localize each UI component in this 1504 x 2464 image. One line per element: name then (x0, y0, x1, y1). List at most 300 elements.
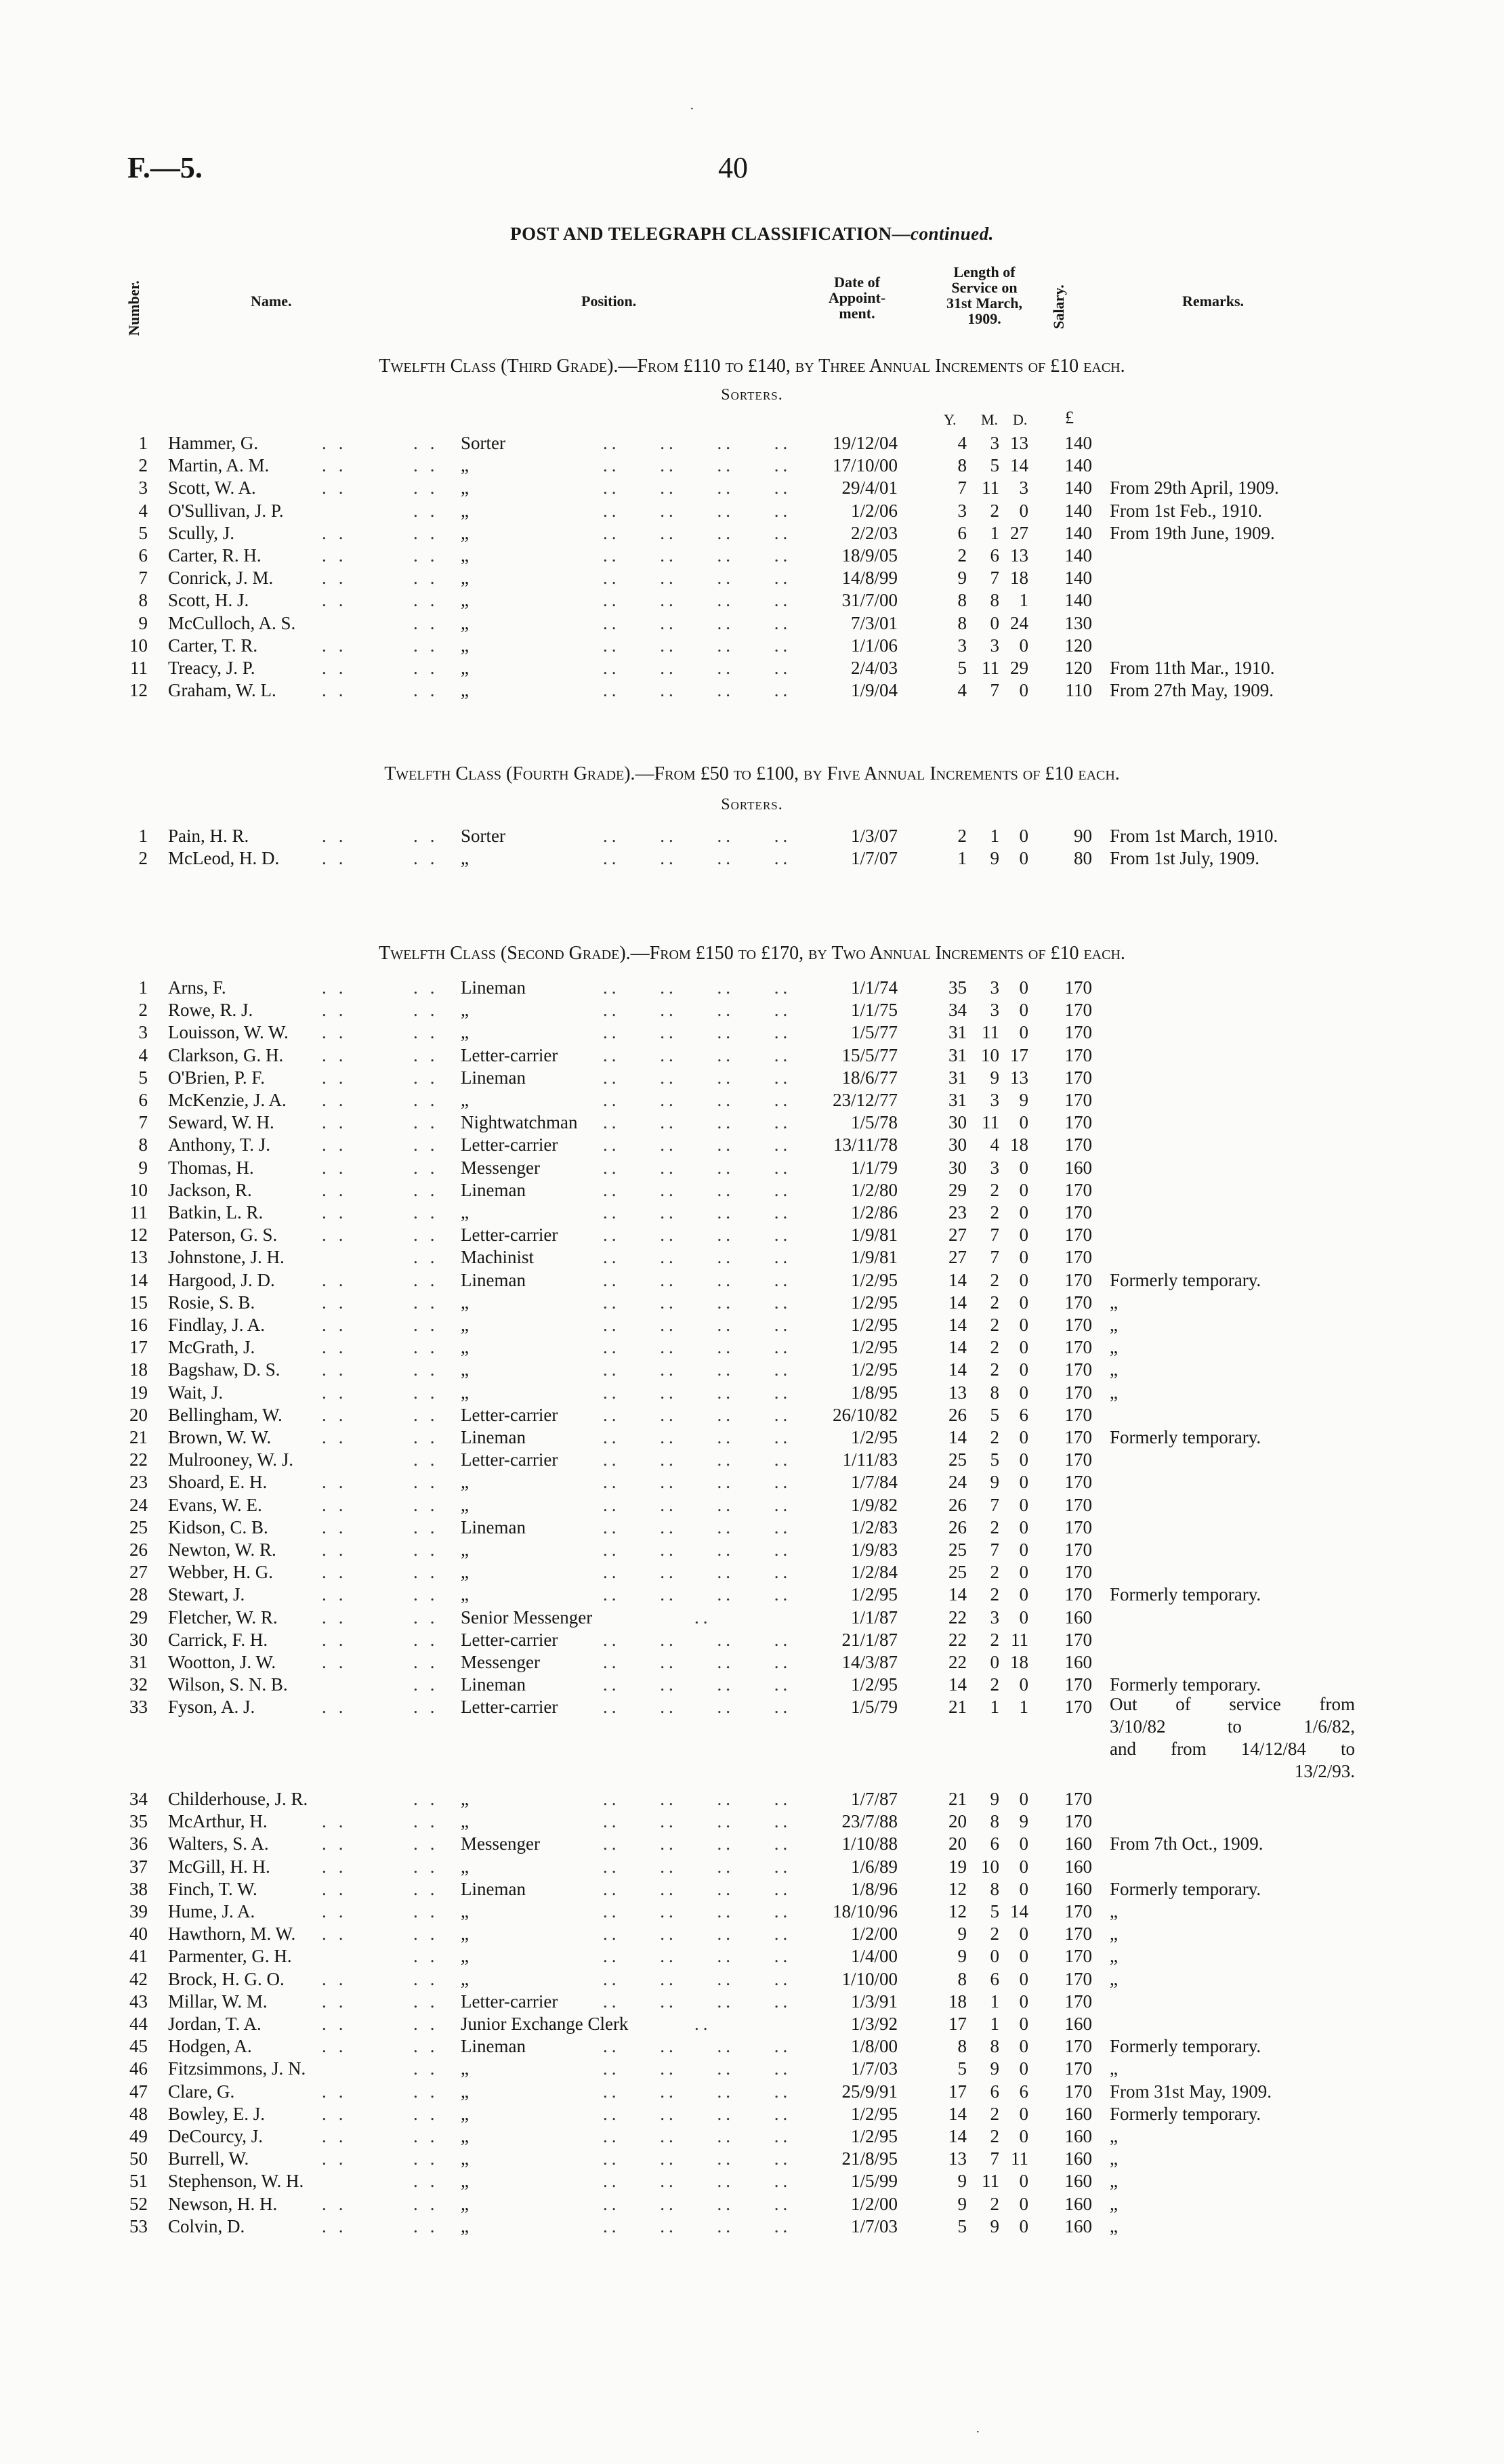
dot-leader: .. .. .. .. (603, 1946, 792, 1967)
appointment-date: 1/6/89 (850, 1856, 898, 1877)
dot-leader: .. (413, 1789, 447, 1809)
dot-leader: .. (322, 1067, 356, 1088)
table-row (0, 1607, 1504, 1629)
table-row (0, 2058, 1504, 2080)
position: „ (461, 1562, 469, 1583)
dot-leader: .. .. .. .. (603, 1292, 792, 1313)
position: Lineman (461, 977, 526, 998)
row-number: 17 (129, 1337, 148, 1358)
row-number: 1 (138, 977, 148, 998)
service-days: 0 (1019, 1337, 1028, 1358)
salary: 160 (1064, 1833, 1092, 1854)
employee-name: Paterson, G. S. (168, 1225, 278, 1246)
row-number: 9 (138, 1157, 148, 1178)
dot-leader: .. (322, 1404, 356, 1425)
service-days: 0 (1019, 1112, 1028, 1133)
position: Sorter (461, 826, 505, 846)
dot-leader: .. (322, 2081, 356, 2102)
dot-leader: .. .. .. .. (603, 1022, 792, 1043)
dot-leader: .. .. .. .. (603, 612, 792, 633)
table-row (0, 1067, 1504, 1089)
service-days: 3 (1019, 477, 1028, 498)
salary: 160 (1064, 2103, 1092, 2124)
service-months: 6 (990, 1968, 999, 1989)
dot-leader: .. (322, 1991, 356, 2012)
salary: 160 (1064, 1157, 1092, 1178)
row-number: 13 (129, 1247, 148, 1268)
employee-name: Clarkson, G. H. (168, 1044, 284, 1065)
appointment-date: 1/3/91 (850, 1991, 898, 2012)
service-days: 18 (1010, 1652, 1028, 1672)
position: Lineman (461, 1674, 526, 1695)
series-reference: F.—5. (127, 151, 203, 184)
salary: 170 (1064, 1382, 1092, 1403)
service-months: 7 (990, 568, 999, 589)
row-number: 43 (129, 1991, 148, 2012)
position: Messenger (461, 1157, 540, 1178)
appointment-date: 1/9/83 (850, 1539, 898, 1560)
column-header-number: Number. (125, 280, 142, 336)
dot-leader: .. (322, 1607, 356, 1628)
appointment-date: 1/7/87 (850, 1789, 898, 1809)
service-years: 22 (948, 1652, 967, 1672)
row-number: 6 (138, 1090, 148, 1110)
dot-leader: .. .. .. .. (603, 1247, 792, 1268)
remarks: From 31st May, 1909. (1110, 2081, 1272, 2102)
dot-leader: .. .. .. .. (603, 1539, 792, 1560)
salary: 160 (1064, 2014, 1092, 2034)
remarks: From 1st Feb., 1910. (1110, 500, 1263, 521)
position: „ (461, 1090, 469, 1110)
employee-name: Arns, F. (168, 977, 226, 998)
remarks: Formerly temporary. (1110, 1674, 1261, 1695)
service-days: 0 (1019, 1382, 1028, 1403)
dot-leader: .. (413, 1652, 447, 1672)
dot-leader: .. (322, 1292, 356, 1313)
row-number: 1 (138, 826, 148, 846)
employee-name: Wilson, S. N. B. (168, 1674, 288, 1695)
dot-leader: .. .. .. .. (603, 1472, 792, 1493)
table-row (0, 1089, 1504, 1111)
service-days: 18 (1010, 568, 1028, 589)
dot-leader: .. .. .. .. (603, 1337, 792, 1358)
remarks: „ (1110, 1968, 1118, 1989)
employee-name: Fyson, A. J. (168, 1697, 255, 1718)
appointment-date: 18/10/96 (832, 1901, 898, 1921)
dot-leader: .. (413, 1315, 447, 1335)
service-months: 10 (981, 1044, 999, 1065)
appointment-date: 1/7/03 (850, 2215, 898, 2236)
row-number: 32 (129, 1674, 148, 1695)
position: „ (461, 455, 469, 476)
table-row (0, 1021, 1504, 1044)
table-row (0, 2103, 1504, 2125)
service-years: 21 (948, 1697, 967, 1718)
service-days: 27 (1010, 522, 1028, 543)
salary: 170 (1064, 1427, 1092, 1447)
service-years: 17 (948, 2081, 967, 2102)
position: Letter-carrier (461, 1134, 558, 1155)
row-number: 10 (129, 635, 148, 656)
employee-name: Childerhouse, J. R. (168, 1789, 308, 1809)
service-days: 0 (1019, 1833, 1028, 1854)
dot-leader: .. (413, 1022, 447, 1043)
appointment-date: 1/2/95 (850, 1674, 898, 1695)
row-number: 21 (129, 1427, 148, 1447)
appointment-date: 1/8/96 (850, 1878, 898, 1899)
salary: 170 (1064, 1090, 1092, 1110)
service-years: 8 (957, 455, 967, 476)
service-months: 3 (990, 977, 999, 998)
column-header-date: Date of Appoint- ment. (828, 274, 886, 322)
service-years: 26 (948, 1404, 967, 1425)
dot-leader: .. (322, 635, 356, 656)
appointment-date: 14/3/87 (841, 1652, 898, 1672)
remarks: „ (1110, 1292, 1118, 1313)
dot-leader: .. (322, 1382, 356, 1403)
employee-name: DeCourcy, J. (168, 2126, 263, 2146)
dot-leader: .. (322, 2215, 356, 2236)
remarks: From 19th June, 1909. (1110, 522, 1275, 543)
dot-leader: .. .. .. .. (603, 477, 792, 498)
row-number: 1 (138, 433, 148, 453)
position: Lineman (461, 1516, 526, 1537)
appointment-date: 1/9/04 (850, 680, 898, 701)
dot-leader: .. (322, 568, 356, 589)
dot-leader: .. .. .. .. (603, 1112, 792, 1133)
dot-leader: .. .. .. .. (603, 977, 792, 998)
service-months: 2 (990, 1924, 999, 1945)
appointment-date: 1/2/80 (850, 1179, 898, 1200)
service-days: 0 (1019, 1449, 1028, 1470)
service-days: 0 (1019, 1856, 1028, 1877)
row-number: 30 (129, 1629, 148, 1650)
service-years: 13 (948, 1382, 967, 1403)
dot-leader: .. .. .. .. (603, 1449, 792, 1470)
row-number: 50 (129, 2148, 148, 2169)
column-header-salary: Salary. (1050, 284, 1067, 329)
appointment-date: 1/8/95 (850, 1382, 898, 1403)
title-continued: continued. (911, 224, 994, 244)
service-days: 0 (1019, 2193, 1028, 2214)
dot-leader: .. (322, 2193, 356, 2214)
service-years: 14 (948, 1292, 967, 1313)
appointment-date: 1/7/07 (850, 848, 898, 869)
position: „ (461, 500, 469, 521)
service-days: 0 (1019, 1202, 1028, 1223)
dot-leader: .. (322, 658, 356, 678)
dot-leader: .. (322, 2014, 356, 2034)
dot-leader: .. .. .. .. (603, 1968, 792, 1989)
remarks: Formerly temporary. (1110, 1878, 1261, 1899)
service-days: 0 (1019, 1179, 1028, 1200)
employee-name: Brown, W. W. (168, 1427, 272, 1447)
remarks: „ (1110, 2171, 1118, 2192)
table-row (0, 1810, 1504, 1833)
salary: 120 (1064, 635, 1092, 656)
position: „ (461, 635, 469, 656)
employee-name: O'Sullivan, J. P. (168, 500, 284, 521)
employee-name: Fitzsimmons, J. N. (168, 2058, 306, 2079)
dot-leader: .. (413, 1292, 447, 1313)
remarks: From 11th Mar., 1910. (1110, 658, 1275, 678)
appointment-date: 18/9/05 (841, 545, 898, 566)
remarks: „ (1110, 2215, 1118, 2236)
dot-leader: .. (322, 590, 356, 611)
row-number: 26 (129, 1539, 148, 1560)
employee-name: Colvin, D. (168, 2215, 245, 2236)
appointment-date: 1/2/00 (850, 2193, 898, 2214)
dot-leader: .. (322, 1833, 356, 1854)
dot-leader: .. (322, 1179, 356, 1200)
dot-leader: .. (322, 1811, 356, 1832)
service-months: 1 (990, 1991, 999, 2012)
dot-leader: .. .. .. .. (603, 1225, 792, 1246)
position: Letter-carrier (461, 1629, 558, 1650)
employee-name: Johnstone, J. H. (168, 1247, 285, 1268)
position: Junior Exchange Clerk (461, 2014, 629, 2034)
remarks: „ (1110, 2148, 1118, 2169)
dot-leader: .. (322, 1315, 356, 1335)
service-days: 0 (1019, 2103, 1028, 2124)
salary: 170 (1064, 1674, 1092, 1695)
salary: 160 (1064, 2148, 1092, 2169)
table-row (0, 477, 1504, 499)
service-months: 2 (990, 1315, 999, 1335)
appointment-date: 1/10/00 (841, 1968, 898, 1989)
dot-leader: .. .. .. .. (603, 680, 792, 701)
appointment-date: 31/7/00 (841, 590, 898, 611)
service-months: 6 (990, 545, 999, 566)
dot-leader: .. (413, 2215, 447, 2236)
service-months: 7 (990, 1539, 999, 1560)
service-years: 24 (948, 1472, 967, 1493)
dot-leader: .. (413, 2103, 447, 2124)
dot-leader: .. .. .. .. (603, 1269, 792, 1290)
table-row (0, 1629, 1504, 1651)
dot-leader: .. (322, 1878, 356, 1899)
position: „ (461, 1584, 469, 1605)
service-years: 14 (948, 1337, 967, 1358)
dot-leader: .. .. .. .. (603, 1697, 792, 1718)
appointment-date: 1/2/95 (850, 1269, 898, 1290)
position: „ (461, 568, 469, 589)
appointment-date: 1/2/86 (850, 1202, 898, 1223)
dot-leader: .. (322, 1202, 356, 1223)
employee-name: Martin, A. M. (168, 455, 270, 476)
table-row (0, 567, 1504, 589)
print-speck: · (690, 102, 694, 116)
service-days: 9 (1019, 1090, 1028, 1110)
remarks: „ (1110, 1924, 1118, 1945)
dot-leader: .. (322, 433, 356, 453)
employee-name: Bagshaw, D. S. (168, 1359, 280, 1380)
dot-leader: .. (322, 1562, 356, 1583)
dot-leader: .. (322, 522, 356, 543)
position: Lineman (461, 1878, 526, 1899)
position: „ (461, 1472, 469, 1493)
position: Letter-carrier (461, 1404, 558, 1425)
dot-leader: .. .. .. .. (603, 1789, 792, 1809)
service-days: 0 (1019, 2126, 1028, 2146)
table-row (0, 1651, 1504, 1674)
employee-name: Mulrooney, W. J. (168, 1449, 294, 1470)
row-number: 11 (130, 658, 148, 678)
appointment-date: 1/1/74 (850, 977, 898, 998)
dot-leader: .. (413, 1494, 447, 1515)
position: „ (461, 2148, 469, 2169)
row-number: 11 (130, 1202, 148, 1223)
row-number: 6 (138, 545, 148, 566)
position: Messenger (461, 1652, 540, 1672)
appointment-date: 15/5/77 (841, 1044, 898, 1065)
table-row (0, 1788, 1504, 1810)
employee-name: Jordan, T. A. (168, 2014, 262, 2034)
position: Machinist (461, 1247, 534, 1268)
table-row (0, 2013, 1504, 2035)
row-number: 47 (129, 2081, 148, 2102)
position: „ (461, 477, 469, 498)
dot-leader: .. (413, 1067, 447, 1088)
service-months: 2 (990, 2126, 999, 2146)
unit-days: D. (1013, 411, 1028, 428)
service-days: 0 (1019, 1292, 1028, 1313)
appointment-date: 1/2/95 (850, 1584, 898, 1605)
position: „ (461, 848, 469, 869)
appointment-date: 7/3/01 (850, 612, 898, 633)
dot-leader: .. (322, 1157, 356, 1178)
position: „ (461, 522, 469, 543)
appointment-date: 1/5/99 (850, 2171, 898, 2192)
service-months: 1 (990, 1697, 999, 1718)
service-years: 27 (948, 1225, 967, 1246)
service-months: 9 (990, 1789, 999, 1809)
dot-leader: .. (322, 977, 356, 998)
appointment-date: 1/9/82 (850, 1494, 898, 1515)
service-days: 0 (1019, 1022, 1028, 1043)
employee-name: Louisson, W. W. (168, 1022, 289, 1043)
table-row (0, 999, 1504, 1021)
employee-name: Hawthorn, M. W. (168, 1924, 296, 1945)
position: „ (461, 658, 469, 678)
service-months: 2 (990, 2103, 999, 2124)
position: „ (461, 2103, 469, 2124)
service-years: 3 (957, 500, 967, 521)
row-number: 7 (138, 1112, 148, 1133)
service-months: 2 (990, 1562, 999, 1583)
dot-leader: .. (322, 1494, 356, 1515)
row-number: 49 (129, 2126, 148, 2146)
table-row (0, 1561, 1504, 1584)
salary: 170 (1064, 1539, 1092, 1560)
table-row (0, 454, 1504, 477)
employee-name: Brock, H. G. O. (168, 1968, 285, 1989)
appointment-date: 1/7/03 (850, 2058, 898, 2079)
dot-leader: .. .. .. .. (603, 1044, 792, 1065)
dot-leader: .. (322, 1516, 356, 1537)
row-number: 23 (129, 1472, 148, 1493)
remarks: From 27th May, 1909. (1110, 680, 1274, 701)
service-days: 13 (1010, 1067, 1028, 1088)
appointment-date: 1/5/79 (850, 1697, 898, 1718)
salary: 170 (1064, 1022, 1092, 1043)
position: „ (461, 2126, 469, 2146)
dot-leader: .. (322, 1629, 356, 1650)
service-days: 11 (1011, 1629, 1028, 1650)
dot-leader: .. (413, 1833, 447, 1854)
service-years: 25 (948, 1449, 967, 1470)
salary: 170 (1064, 1516, 1092, 1537)
row-number: 45 (129, 2036, 148, 2057)
employee-name: Newson, H. H. (168, 2193, 278, 2214)
dot-leader: .. (322, 2103, 356, 2124)
employee-name: Millar, W. M. (168, 1991, 268, 2012)
service-years: 26 (948, 1516, 967, 1537)
table-row (0, 1991, 1504, 2013)
salary: 160 (1064, 1878, 1092, 1899)
dot-leader: .. .. .. .. (603, 2058, 792, 2079)
service-years: 29 (948, 1179, 967, 1200)
appointment-date: 1/3/07 (850, 826, 898, 846)
service-months: 6 (990, 2081, 999, 2102)
remark-fyson-out-of-service: Out of service from 3/10/82 to 1/6/82, and from 14/12/84 to 13/2/93. (1110, 1694, 1355, 1781)
row-number: 34 (129, 1789, 148, 1809)
dot-leader: .. .. .. .. (603, 1856, 792, 1877)
dot-leader: .. .. .. .. (603, 1516, 792, 1537)
salary: 170 (1064, 1000, 1092, 1021)
dot-leader: .. (413, 500, 447, 521)
service-months: 4 (990, 1134, 999, 1155)
service-days: 0 (1019, 826, 1028, 846)
service-months: 8 (990, 2036, 999, 2057)
dot-leader: .. .. .. .. (603, 2215, 792, 2236)
employee-name: Rosie, S. B. (168, 1292, 255, 1313)
dot-leader: .. (413, 1382, 447, 1403)
appointment-date: 1/2/95 (850, 1315, 898, 1335)
service-months: 7 (990, 680, 999, 701)
salary: 170 (1064, 1629, 1092, 1650)
row-number: 24 (129, 1494, 148, 1515)
dot-leader: .. (413, 1427, 447, 1447)
salary: 170 (1064, 1562, 1092, 1583)
employee-name: Shoard, E. H. (168, 1472, 268, 1493)
dot-leader: .. (413, 1878, 447, 1899)
table-row (0, 2081, 1504, 2103)
salary: 160 (1064, 1607, 1092, 1628)
table-row (0, 1134, 1504, 1156)
service-days: 0 (1019, 1878, 1028, 1899)
employee-name: Kidson, C. B. (168, 1516, 268, 1537)
row-number: 19 (129, 1382, 148, 1403)
service-months: 2 (990, 1427, 999, 1447)
salary: 140 (1064, 522, 1092, 543)
service-days: 0 (1019, 635, 1028, 656)
position: Letter-carrier (461, 1449, 558, 1470)
table-row (0, 612, 1504, 635)
row-number: 18 (129, 1359, 148, 1380)
dot-leader: .. .. .. .. (603, 545, 792, 566)
salary: 140 (1064, 477, 1092, 498)
dot-leader: .. (322, 1968, 356, 1989)
table-row (0, 545, 1504, 567)
position: „ (461, 2081, 469, 2102)
employee-name: Seward, W. H. (168, 1112, 274, 1133)
appointment-date: 26/10/82 (832, 1404, 898, 1425)
employee-name: McLeod, H. D. (168, 848, 280, 869)
employee-name: Stewart, J. (168, 1584, 245, 1605)
service-months: 3 (990, 433, 999, 453)
dot-leader: .. (413, 1134, 447, 1155)
